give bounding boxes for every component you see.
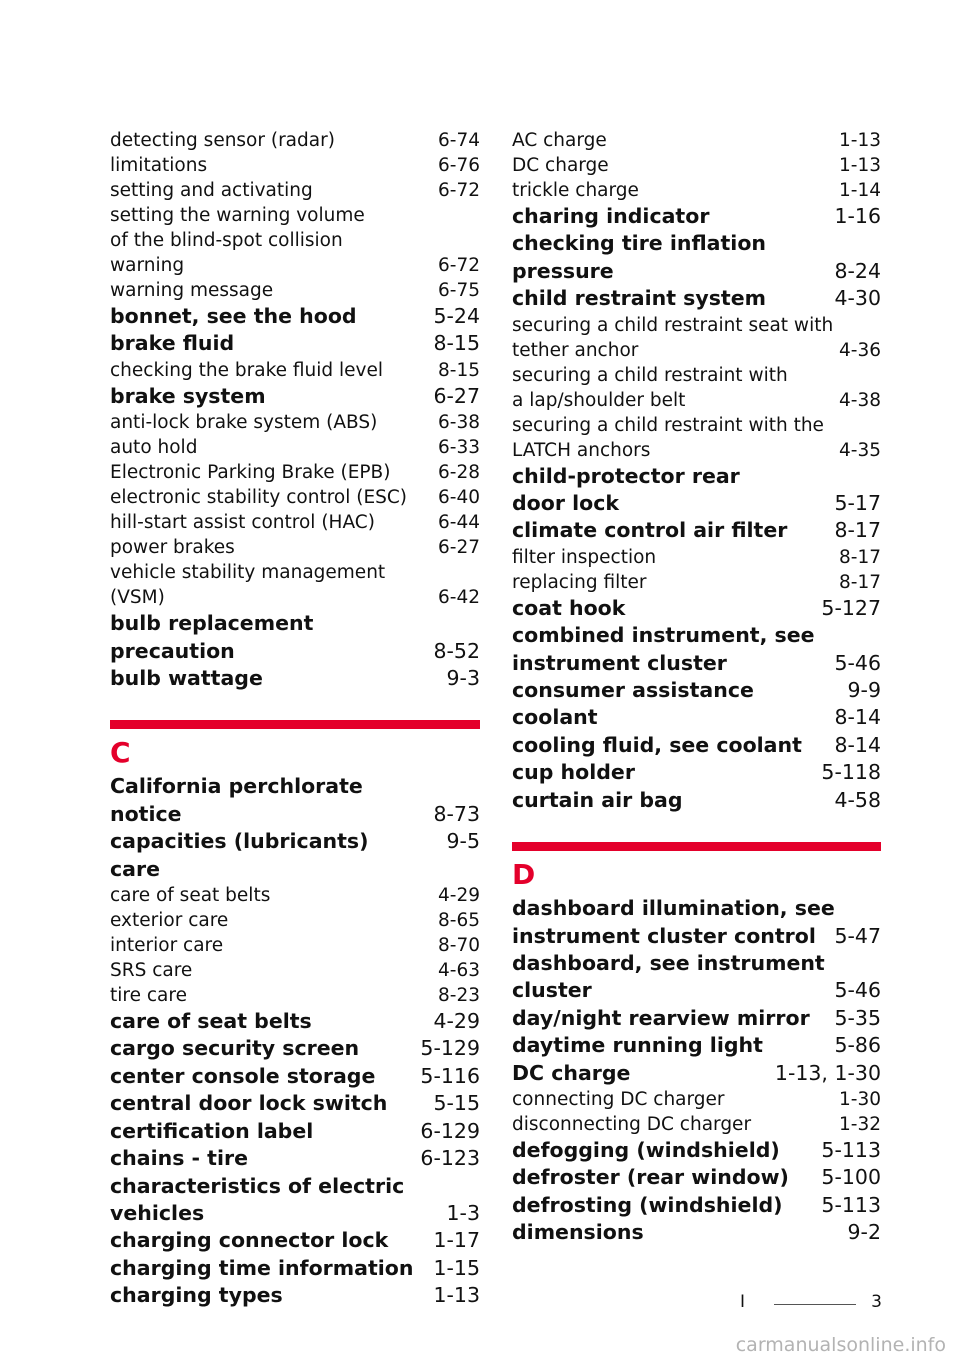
index-subentry	[110, 358, 480, 383]
page-reference: 4-30	[834, 286, 881, 311]
entry-text: setting the warning volume	[110, 205, 365, 226]
page-reference: 8-14	[834, 732, 881, 757]
entry-text: securing a child restraint with the	[512, 414, 824, 436]
section-header	[110, 720, 480, 773]
entry-text: AC charge	[512, 130, 607, 151]
page-reference: 6-123	[420, 1146, 480, 1171]
entry-text: power brakes	[110, 537, 235, 559]
page-reference: 9-5	[446, 829, 480, 854]
entry-text: chains - tire	[110, 1146, 249, 1171]
index-entry	[512, 650, 881, 677]
entry-text: bonnet, see the hood	[110, 304, 357, 328]
entry-text: LATCH anchors	[512, 439, 651, 461]
entry-text: limitations	[110, 155, 208, 176]
page-reference: 4-29	[438, 885, 480, 907]
index-entry-line	[110, 560, 480, 585]
entry-text: vehicles	[110, 1200, 205, 1225]
index-entry	[110, 828, 480, 855]
index-entry	[512, 595, 881, 622]
index-subentry	[512, 178, 881, 203]
index-entry	[110, 1063, 480, 1090]
page-reference: 5-46	[834, 978, 881, 1003]
entry-text: pressure	[512, 258, 614, 283]
section-letter: C	[110, 736, 131, 770]
page-reference: 5-129	[420, 1036, 480, 1061]
index-subentry	[512, 1112, 881, 1137]
entry-text: Electronic Parking Brake (EPB)	[110, 462, 391, 484]
index-subentry	[110, 983, 480, 1008]
index-entry	[512, 1164, 881, 1191]
page-reference: 1-13, 1-30	[774, 1060, 881, 1085]
entry-text: checking the brake fluid level	[110, 359, 384, 381]
index-subentry	[110, 153, 480, 178]
index-entry	[110, 1282, 480, 1309]
page-reference: 6-129	[420, 1118, 480, 1143]
page-number: 3	[871, 1292, 882, 1312]
page-reference: 4-58	[834, 787, 881, 812]
entry-text: certification label	[110, 1118, 314, 1143]
page-reference: 9-9	[847, 678, 881, 703]
entry-text: instrument cluster control	[512, 923, 816, 948]
entry-text: setting and activating	[110, 180, 313, 201]
index-entry-line	[512, 313, 881, 338]
page-reference: 5-127	[821, 595, 881, 620]
entry-text: bulb replacement precaution	[110, 611, 314, 663]
page-reference: 5-113	[821, 1137, 881, 1162]
page-reference: 8-73	[433, 801, 480, 826]
entry-text: interior care	[110, 935, 224, 957]
page-reference: 6-27	[433, 383, 480, 408]
entry-text: DC charge	[512, 155, 609, 176]
index-subentry	[110, 460, 480, 485]
entry-text: vehicle stability management	[110, 562, 386, 584]
entry-text: disconnecting DC charger	[512, 1113, 752, 1135]
index-subentry	[512, 128, 881, 153]
index-subentry	[110, 178, 480, 203]
index-entry-line	[512, 622, 881, 649]
page-reference: 5-15	[433, 1091, 480, 1116]
entry-text: coolant	[512, 705, 598, 730]
page-reference: 4-29	[433, 1009, 480, 1034]
entry-text: (VSM)	[110, 587, 165, 609]
index-subentry	[512, 1087, 881, 1112]
index-entry-line	[110, 856, 480, 883]
entry-text: trickle charge	[512, 180, 639, 201]
index-entry-line	[512, 230, 881, 257]
entry-text: charing indicator	[512, 204, 710, 228]
entry-text: auto hold	[110, 437, 198, 459]
entry-text: warning message	[110, 280, 274, 301]
index-entry-line	[110, 228, 480, 253]
index-entry-line	[512, 363, 881, 388]
page-reference: 6-28	[438, 462, 480, 484]
index-entry	[512, 1005, 881, 1032]
page-reference: 1-17	[433, 1228, 480, 1253]
index-subentry	[512, 570, 881, 595]
entry-text: replacing filter	[512, 571, 647, 593]
entry-text: DC charge	[512, 1060, 631, 1085]
index-entry	[512, 285, 881, 312]
entry-text: detecting sensor (radar)	[110, 130, 335, 151]
entry-text: dashboard illumination, see	[512, 896, 835, 921]
index-subentry	[512, 153, 881, 178]
page-reference: 6-27	[438, 537, 480, 559]
index-entry-line	[110, 1173, 480, 1200]
page-reference: 8-23	[438, 985, 480, 1007]
entry-text: consumer assistance	[512, 678, 754, 703]
page-reference: 8-17	[839, 546, 881, 568]
index-subentry	[110, 128, 480, 153]
index-subentry	[110, 585, 480, 610]
index-entry-line	[512, 950, 881, 977]
index-subentry	[512, 388, 881, 413]
page-reference: 6-72	[438, 180, 480, 201]
index-entry	[110, 1008, 480, 1035]
index-subentry	[110, 883, 480, 908]
index-subentry	[110, 535, 480, 560]
page-reference: 1-13	[839, 130, 881, 151]
page-reference: 5-17	[834, 491, 881, 516]
section-divider-bar	[512, 842, 881, 851]
section-letter: D	[512, 858, 536, 892]
index-entry	[512, 787, 881, 814]
page-reference: 8-65	[438, 910, 480, 932]
page-reference: 1-14	[839, 180, 881, 201]
entry-text: instrument cluster	[512, 650, 727, 675]
entry-text: care	[110, 856, 160, 881]
entry-text: a lap/shoulder belt	[512, 389, 686, 411]
entry-text: climate control air filter	[512, 518, 788, 543]
page-reference: 6-40	[438, 487, 480, 509]
entry-text: hill-start assist control (HAC)	[110, 512, 375, 534]
watermark[interactable]: carmanualsonline.info	[735, 1334, 946, 1356]
page-reference: 8-15	[433, 331, 480, 356]
page-reference: 5-100	[821, 1165, 881, 1190]
page-reference: 1-16	[834, 204, 881, 228]
entry-text: of the blind-spot collision	[110, 230, 343, 251]
entry-text: SRS care	[110, 960, 193, 982]
index-subentry	[110, 958, 480, 983]
page-reference: 8-52	[433, 638, 480, 663]
index-entry	[512, 1219, 881, 1246]
page-reference: 6-72	[438, 255, 480, 276]
index-entry	[512, 1060, 881, 1087]
entry-text: anti-lock brake system (ABS)	[110, 412, 378, 434]
page-reference: 9-3	[446, 666, 480, 691]
entry-text: checking tire inflation	[512, 231, 766, 256]
page-reference: 1-32	[839, 1113, 881, 1135]
footer-section-label: I	[740, 1292, 746, 1312]
entry-text: cooling fluid, see coolant	[512, 732, 802, 757]
entry-text: securing a child restraint seat with	[512, 314, 834, 336]
entry-text: child restraint system	[512, 286, 766, 311]
entry-text: bulb wattage	[110, 666, 263, 691]
index-entry-line	[512, 413, 881, 438]
page-reference: 5-46	[834, 650, 881, 675]
entry-text: characteristics of electric	[110, 1173, 405, 1198]
index-entry	[110, 1145, 480, 1172]
entry-text: defogging (windshield)	[512, 1137, 780, 1162]
index-entry	[110, 1118, 480, 1145]
index-subentry	[110, 253, 480, 278]
entry-text: care of seat belts	[110, 885, 271, 907]
index-entry	[110, 330, 480, 357]
page-reference: 6-76	[438, 155, 480, 176]
index-entry	[110, 383, 480, 410]
page-reference: 5-47	[834, 923, 881, 948]
entry-text: California perchlorate notice	[110, 774, 363, 826]
page-reference: 4-63	[438, 960, 480, 982]
footer-rule	[774, 1304, 856, 1305]
page-reference: 1-13	[839, 155, 881, 176]
index-entry	[512, 677, 881, 704]
page-reference: 6-44	[438, 512, 480, 534]
entry-text: brake fluid	[110, 331, 235, 356]
entry-text: tire care	[110, 985, 187, 1007]
entry-text: brake system	[110, 383, 266, 408]
page-reference: 5-86	[834, 1033, 881, 1058]
page-reference: 1-13	[433, 1283, 480, 1308]
index-entry	[110, 1090, 480, 1117]
entry-text: exterior care	[110, 910, 229, 932]
page-reference: 1-3	[446, 1200, 480, 1225]
entry-text: curtain air bag	[512, 787, 683, 812]
entry-text: electronic stability control (ESC)	[110, 487, 408, 509]
entry-text: charging connector lock	[110, 1228, 389, 1253]
index-entry	[110, 665, 480, 692]
entry-text: day/night rearview mirror	[512, 1005, 810, 1030]
entry-text: defroster (rear window)	[512, 1165, 789, 1190]
index-entry	[110, 773, 480, 828]
entry-text: center console storage	[110, 1063, 376, 1088]
index-entry	[512, 258, 881, 285]
page-reference: 1-30	[839, 1088, 881, 1110]
entry-text: charging types	[110, 1283, 283, 1308]
page-reference: 4-38	[839, 389, 881, 411]
page-reference: 5-35	[834, 1005, 881, 1030]
index-entry-line	[512, 463, 881, 490]
entry-text: filter inspection	[512, 546, 657, 568]
page-reference: 4-35	[839, 439, 881, 461]
page-reference: 6-33	[438, 437, 480, 459]
entry-text: daytime running light	[512, 1033, 763, 1058]
page-reference: 5-113	[821, 1192, 881, 1217]
entry-text: coat hook	[512, 595, 626, 620]
page-reference: 8-15	[438, 359, 480, 381]
index-subentry	[110, 908, 480, 933]
index-entry-line	[512, 895, 881, 922]
index-subentry	[110, 933, 480, 958]
index-subentry	[110, 510, 480, 535]
page-reference: 8-14	[834, 705, 881, 730]
index-entry	[512, 732, 881, 759]
index-entry	[110, 1255, 480, 1282]
index-entry	[110, 1227, 480, 1254]
entry-text: combined instrument, see	[512, 623, 815, 648]
page-reference: 8-17	[834, 518, 881, 543]
index-entry	[110, 610, 480, 665]
entry-text: warning	[110, 255, 185, 276]
page-reference: 6-42	[438, 587, 480, 609]
page-reference: 5-24	[433, 304, 480, 328]
entry-text: connecting DC charger	[512, 1088, 725, 1110]
index-entry	[512, 203, 881, 230]
page-reference: 4-36	[839, 339, 881, 361]
page-reference: 6-38	[438, 412, 480, 434]
entry-text: defrosting (windshield)	[512, 1192, 783, 1217]
index-subentry	[110, 485, 480, 510]
page-reference: 8-70	[438, 935, 480, 957]
entry-text: tether anchor	[512, 339, 639, 361]
index-entry	[512, 1032, 881, 1059]
page-reference: 1-15	[433, 1255, 480, 1280]
index-entry	[512, 704, 881, 731]
index-subentry	[110, 410, 480, 435]
entry-text: dashboard, see instrument	[512, 950, 825, 975]
index-entry	[110, 1200, 480, 1227]
entry-text: cup holder	[512, 760, 635, 785]
page-reference: 5-118	[821, 760, 881, 785]
index-subentry	[110, 435, 480, 460]
entry-text: charging time information	[110, 1255, 414, 1280]
index-column-right	[512, 128, 881, 1247]
page-reference: 8-24	[834, 258, 881, 283]
page-footer	[740, 1292, 882, 1316]
index-entry	[512, 490, 881, 517]
entry-text: care of seat belts	[110, 1009, 312, 1034]
index-entry	[110, 303, 480, 330]
index-subentry	[512, 338, 881, 363]
index-subentry	[512, 438, 881, 463]
page-reference: 6-74	[438, 130, 480, 151]
index-entry	[512, 1137, 881, 1164]
section-header	[512, 842, 881, 895]
entry-text: central door lock switch	[110, 1091, 388, 1116]
entry-text: child-protector rear	[512, 463, 740, 488]
index-subentry	[512, 545, 881, 570]
page-reference: 5-116	[420, 1063, 480, 1088]
index-column-left	[110, 128, 480, 1310]
entry-text: securing a child restraint with	[512, 364, 788, 386]
page-reference: 8-17	[839, 571, 881, 593]
index-entry-line	[110, 203, 480, 228]
index-entry	[512, 1192, 881, 1219]
entry-text: dimensions	[512, 1220, 644, 1245]
index-subentry	[110, 278, 480, 303]
entry-text: capacities (lubricants)	[110, 829, 369, 854]
entry-text: cargo security screen	[110, 1036, 360, 1061]
index-entry	[512, 923, 881, 950]
index-entry	[110, 1035, 480, 1062]
page-reference: 9-2	[847, 1220, 881, 1245]
page-reference: 6-75	[438, 280, 480, 301]
index-entry	[512, 517, 881, 544]
index-entry	[512, 759, 881, 786]
section-divider-bar	[110, 720, 480, 729]
index-entry	[512, 977, 881, 1004]
entry-text: door lock	[512, 491, 619, 516]
entry-text: cluster	[512, 978, 592, 1003]
